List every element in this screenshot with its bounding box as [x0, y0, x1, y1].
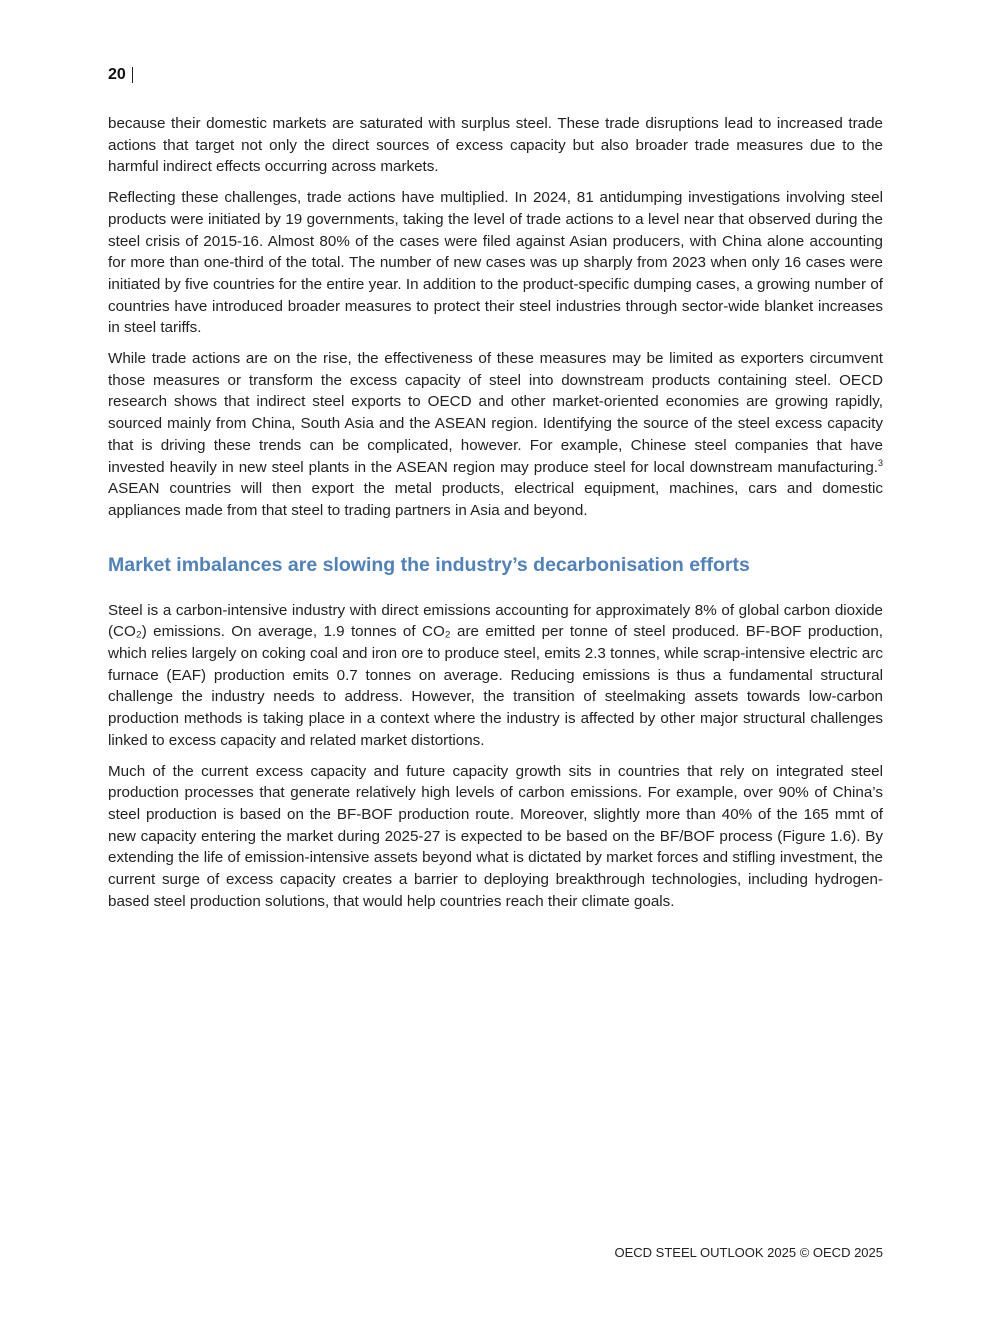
- body-paragraph-2: Reflecting these challenges, trade actions have multiplied. In 2024, 81 antidumping investigations involving steel products were initiated by 19 governments, taking the level of trade actions to a level near that observed during the steel crisis of 2015-16. Almost 80% of the cases were filed against Asian producers, with China alone accounting for more than one-third of the total. The number of new cases was up sharply from 2023 when only 16 cases were initiated by five countries for the entire year. In addition to the product-specific dumping cases, a growing number of countries have introduced broader measures to protect their steel industries through sector-wide blanket increases in steel tariffs.: [108, 189, 883, 337]
- page-footer: OECD STEEL OUTLOOK 2025 © OECD 2025: [614, 1245, 883, 1260]
- body-paragraph-4: Steel is a carbon-intensive industry with direct emissions accounting for approximately 8% of global carbon dioxide (CO₂) emissions. On average, 1.9 tonnes of CO₂ are emitted per tonne of steel produced. BF-BOF production, which relies largely on coking coal and iron ore to produce steel, emits 2.3 tonnes, while scrap-intensive electric arc furnace (EAF) production emits 0.7 tonnes on average. Reducing emissions is thus a fundamental structural challenge the industry needs to address. However, the transition of steelmaking assets towards low-carbon production methods is taking place in a context where the industry is affected by other major structural challenges linked to excess capacity and related market distortions.: [108, 601, 883, 749]
- paragraph-3-text-end: ASEAN countries will then export the metal products, electrical equipment, machines, cars and domestic appliances made from that steel to trading partners in Asia and beyond.: [108, 480, 883, 519]
- body-paragraph-3: [108, 348, 883, 522]
- section-heading: Market imbalances are slowing the industry’s decarbonisation efforts: [108, 553, 750, 576]
- body-paragraph-5: Much of the current excess capacity and future capacity growth sits in countries that rely on integrated steel production processes that generate relatively high levels of carbon emissions. For example, over 90% of China’s steel production is based on the BF-BOF production route. Moreover, slightly more than 40% of the 165 mmt of new capacity entering the market during 2025-27 is expected to be based on the BF/BOF process (Figure 1.6). By extending the life of emission-intensive assets beyond what is dictated by market forces and stifling investment, the current surge of excess capacity creates a barrier to deploying breakthrough technologies, including hydrogen-based steel production solutions, that would help countries reach their climate goals.: [108, 762, 883, 910]
- page-number: 20: [108, 66, 126, 83]
- footnote-reference-3[interactable]: 3: [877, 457, 883, 468]
- page-header: [108, 66, 133, 84]
- paragraph-3-text-start: While trade actions are on the rise, the effectiveness of these measures may be limited as exporters circumvent those measures or transform the excess capacity of steel into downstream products containing steel. OECD research shows that indirect steel exports to OECD and other market-oriented economies are growing rapidly, sourced mainly from China, South Asia and the ASEAN region. Identifying the source of the steel excess capacity that is driving these trends can be complicated, however. For example, Chinese steel companies that have invested heavily in new steel plants in the ASEAN region may produce steel for local downstream manufacturing.: [108, 350, 883, 476]
- header-separator: [132, 67, 133, 83]
- body-paragraph-1: because their domestic markets are saturated with surplus steel. These trade disruptions lead to increased trade actions that target not only the direct sources of excess capacity but also broader trade measures due to the harmful indirect effects occurring across markets.: [108, 115, 883, 176]
- main-content: [108, 113, 883, 922]
